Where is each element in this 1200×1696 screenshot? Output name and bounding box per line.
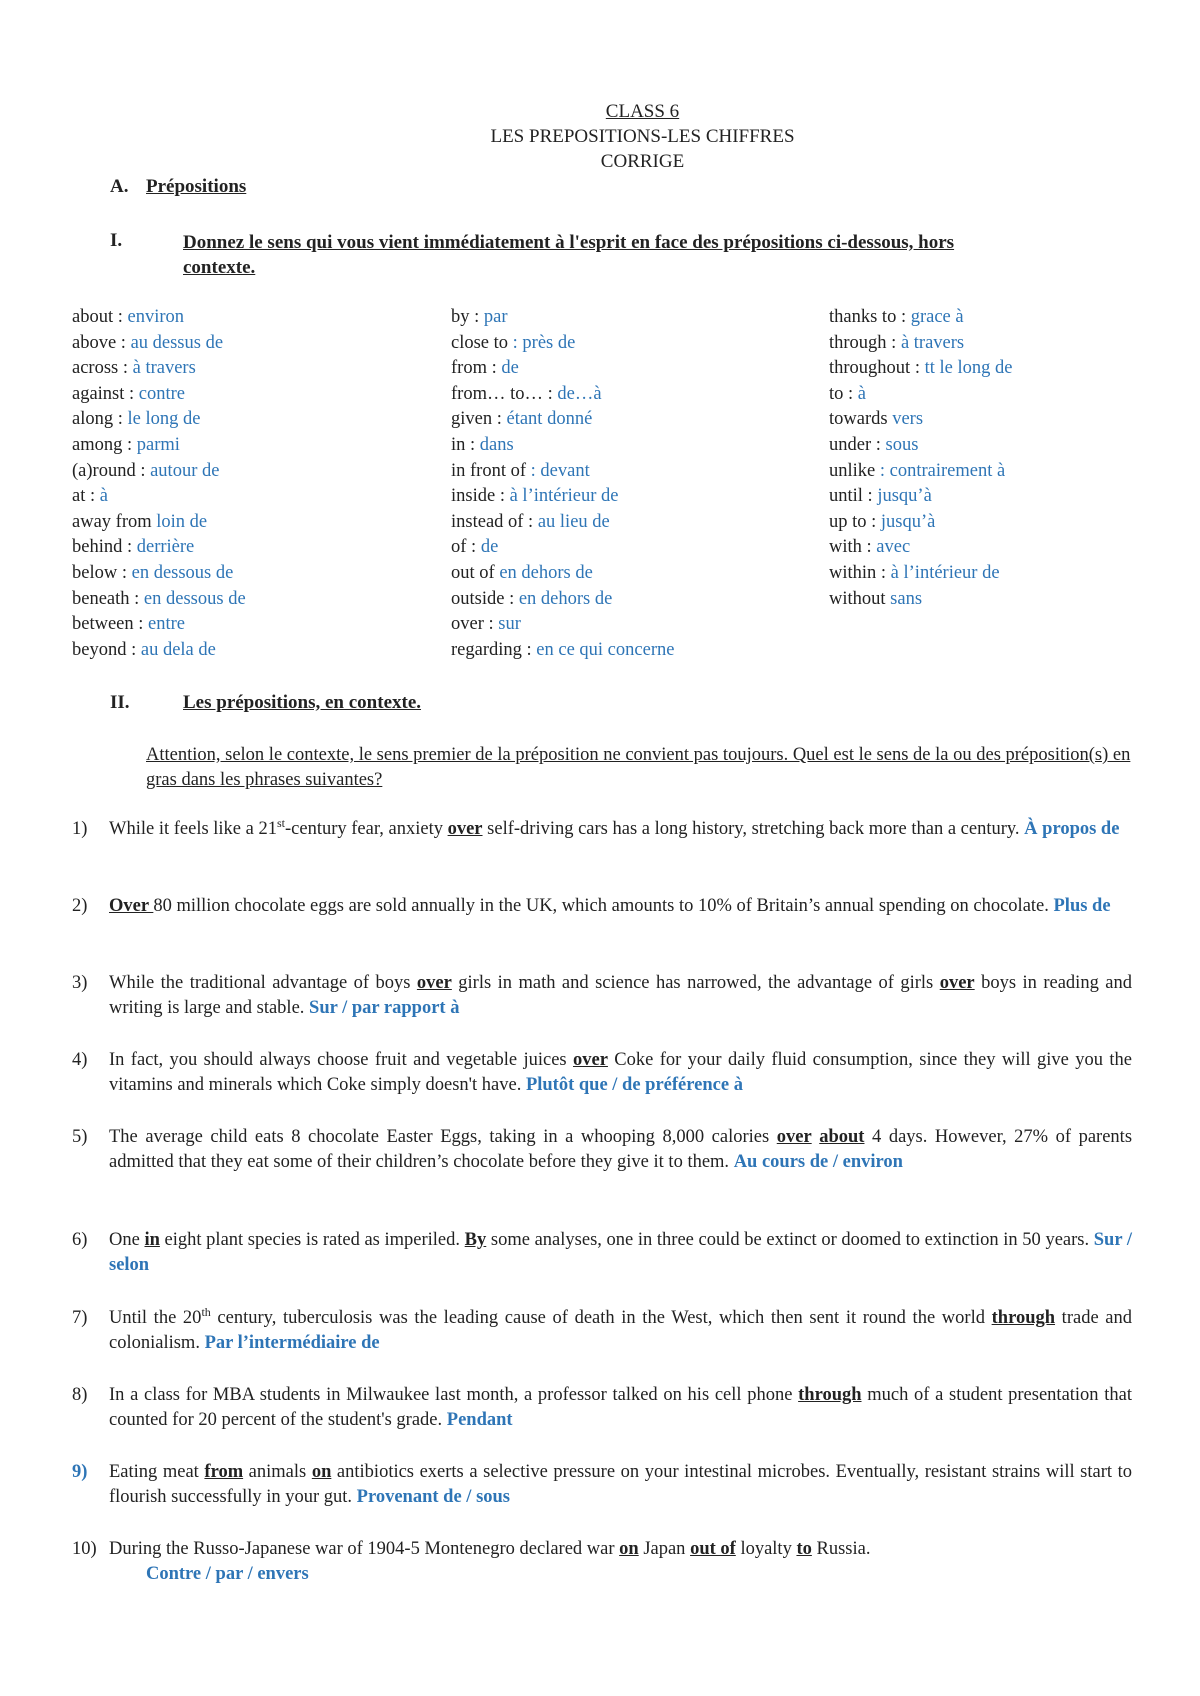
preposition-term: from : <box>451 358 502 379</box>
preposition-entry <box>451 587 674 613</box>
preposition-term: at : <box>72 486 100 507</box>
preposition-term: up to : <box>829 511 881 532</box>
question-number: 1) <box>72 819 88 839</box>
question-number: 10) <box>72 1539 97 1559</box>
preposition-term: under : <box>829 434 886 455</box>
preposition-term: among : <box>72 434 137 455</box>
preposition-entry <box>451 510 674 536</box>
preposition-term: outside : <box>451 588 519 609</box>
preposition-translation: avec <box>876 537 911 558</box>
preposition-entry <box>72 561 246 587</box>
question-text: boys in reading and writing is large and stable. <box>109 973 1132 1018</box>
question-9 <box>72 1460 1132 1510</box>
question-number: 9) <box>72 1462 88 1482</box>
preposition-translation: en dehors de <box>518 588 613 609</box>
preposition-translation: sous <box>885 434 919 455</box>
preposition-translation: de <box>501 358 519 379</box>
preposition-entry <box>72 484 246 510</box>
preposition-term: through : <box>829 332 901 353</box>
preposition-entry <box>451 356 674 382</box>
preposition-term: behind : <box>72 537 137 558</box>
preposition-entry <box>72 382 246 408</box>
question-text: eight plant species is rated as imperiled. <box>159 1230 465 1250</box>
preposition-term: in front of <box>451 460 531 481</box>
preposition-entry <box>451 459 674 485</box>
bold-preposition: over <box>447 819 483 839</box>
preposition-translation: : près de <box>512 332 576 353</box>
question-number: 7) <box>72 1308 88 1328</box>
preposition-term: over : <box>451 614 499 635</box>
document-subtitle: CORRIGE <box>600 151 685 172</box>
preposition-term: inside : <box>451 486 510 507</box>
question-8 <box>72 1383 1132 1433</box>
question-5 <box>72 1125 1132 1175</box>
preposition-translation: : devant <box>530 460 590 481</box>
bold-preposition: on <box>619 1539 639 1559</box>
preposition-term: until : <box>829 486 878 507</box>
preposition-term: from… to… : <box>451 383 558 404</box>
preposition-translation: loin de <box>156 511 208 532</box>
question-text: self-driving cars has a long history, stretching back more than a century. <box>482 819 1025 839</box>
preposition-entry <box>829 433 1012 459</box>
answer: Provenant de / sous <box>356 1487 511 1507</box>
preposition-entry <box>72 459 246 485</box>
preposition-entry <box>451 638 674 664</box>
answer: Sur / selon <box>109 1230 1132 1275</box>
preposition-term: throughout : <box>829 358 925 379</box>
question-text: Russia. <box>811 1539 871 1559</box>
part-i-instruction <box>183 230 1103 280</box>
preposition-term: out of <box>451 562 500 583</box>
question-text: loyalty <box>735 1539 797 1559</box>
preposition-translation: grace à <box>910 307 964 327</box>
question-text: While it feels like a 21 <box>109 819 277 839</box>
preposition-entry <box>829 535 1012 561</box>
preposition-translation: dans <box>479 434 514 455</box>
preposition-translation: au lieu de <box>537 511 610 532</box>
preposition-term: above : <box>72 332 131 353</box>
preposition-translation: au dela de <box>140 639 216 660</box>
preposition-term: without <box>829 588 891 609</box>
preposition-translation: étant donné <box>506 409 593 430</box>
question-text: Coke for your daily fluid consumption, since they will give you the vitamins and minerals which Coke simply doesn't have. <box>109 1050 1132 1095</box>
preposition-term: away from <box>72 511 157 532</box>
bold-preposition: on <box>311 1462 332 1482</box>
answer: Plus de <box>1053 896 1111 916</box>
part-i-instruction-line1: Donnez le sens qui vous vient immédiatement à l'esprit en face des prépositions ci-dessous, hors <box>183 232 955 253</box>
preposition-term: against : <box>72 383 139 404</box>
bold-preposition: through <box>991 1308 1056 1328</box>
preposition-entry <box>72 535 246 561</box>
preposition-entry <box>829 587 1012 613</box>
preposition-translation: contre <box>138 383 186 404</box>
bold-preposition: Over <box>109 896 154 916</box>
question-number: 3) <box>72 973 88 993</box>
preposition-translation: vers <box>892 409 924 430</box>
preposition-entry <box>451 612 674 638</box>
preposition-translation: à l’intérieur de <box>890 562 1000 583</box>
prepositions-column-2 <box>451 305 674 663</box>
preposition-term: in : <box>451 434 480 455</box>
bold-preposition: over <box>572 1050 608 1070</box>
preposition-term: between : <box>72 614 149 635</box>
document-title: LES PREPOSITIONS-LES CHIFFRES <box>490 126 795 147</box>
answer: Au cours de / environ <box>733 1152 903 1172</box>
preposition-translation: : contrairement à <box>879 460 1006 481</box>
preposition-term: close to <box>451 332 513 353</box>
preposition-translation: jusqu’à <box>877 486 932 507</box>
preposition-translation: le long de <box>127 409 201 430</box>
preposition-term: within : <box>829 562 891 583</box>
preposition-entry <box>72 638 246 664</box>
bold-preposition: out of <box>690 1539 736 1559</box>
preposition-translation: sur <box>498 614 521 635</box>
preposition-term: of : <box>451 537 481 558</box>
preposition-entry <box>72 407 246 433</box>
preposition-translation: derrière <box>136 537 195 558</box>
preposition-term: towards <box>829 409 893 430</box>
preposition-translation: à <box>857 383 866 404</box>
question-text: some analyses, one in three could be extinct or doomed to extinction in 50 years. <box>486 1230 1094 1250</box>
question-text: animals <box>243 1462 312 1482</box>
question-7 <box>72 1306 1132 1356</box>
preposition-term: unlike <box>829 460 880 481</box>
superscript: st <box>276 815 285 830</box>
answer: À propos de <box>1024 819 1120 839</box>
part-i-instruction-line2: contexte. <box>183 257 256 278</box>
question-number: 8) <box>72 1385 88 1405</box>
question-text: In a class for MBA students in Milwaukee last month, a professor talked on his cell phone <box>109 1385 799 1405</box>
question-4 <box>72 1048 1132 1098</box>
preposition-entry <box>829 382 1012 408</box>
preposition-entry <box>451 331 674 357</box>
preposition-term: thanks to : <box>829 307 911 327</box>
prepositions-column-1 <box>72 305 246 663</box>
question-10 <box>72 1537 1132 1587</box>
preposition-translation: jusqu’à <box>880 511 936 532</box>
preposition-entry <box>72 587 246 613</box>
preposition-term: regarding : <box>451 639 537 660</box>
question-number: 4) <box>72 1050 88 1070</box>
question-2 <box>72 894 1132 919</box>
preposition-translation: à l’intérieur de <box>509 486 619 507</box>
preposition-translation: en dessous de <box>143 588 246 609</box>
preposition-term: about : <box>72 307 128 327</box>
preposition-term: beneath : <box>72 588 144 609</box>
preposition-translation: à <box>99 486 108 507</box>
preposition-term: across : <box>72 358 133 379</box>
section-a-letter: A. <box>110 176 129 197</box>
preposition-translation: entre <box>148 614 186 635</box>
part-ii-number: II. <box>110 692 130 713</box>
preposition-entry <box>451 305 674 331</box>
preposition-translation: de…à <box>557 383 602 404</box>
answer: Contre / par / envers <box>146 1564 309 1584</box>
section-a-title: Prépositions <box>146 176 247 197</box>
question-text: Eating meat <box>109 1462 205 1482</box>
question-number: 2) <box>72 896 88 916</box>
preposition-entry <box>72 510 246 536</box>
bold-preposition: through <box>798 1385 862 1405</box>
answer: Plutôt que / de préférence à <box>525 1075 743 1095</box>
preposition-entry <box>829 484 1012 510</box>
preposition-entry <box>72 356 246 382</box>
bold-preposition: to <box>796 1539 812 1559</box>
question-text: During the Russo-Japanese war of 1904-5 Montenegro declared war <box>109 1539 620 1559</box>
question-text: girls in math and science has narrowed, the advantage of girls <box>451 973 940 993</box>
answer: Pendant <box>446 1410 513 1430</box>
preposition-translation: par <box>483 307 508 327</box>
preposition-translation: autour de <box>150 460 220 481</box>
preposition-entry <box>451 484 674 510</box>
preposition-translation: parmi <box>136 434 180 455</box>
class-title <box>0 99 1200 125</box>
part-ii-title: Les prépositions, en contexte. <box>183 692 422 713</box>
preposition-entry <box>72 331 246 357</box>
preposition-entry <box>451 433 674 459</box>
preposition-translation: à travers <box>132 358 196 379</box>
question-text: While the traditional advantage of boys <box>109 973 417 993</box>
bold-preposition: By <box>464 1230 487 1250</box>
question-text: trade and colonialism. <box>109 1308 1133 1353</box>
superscript: th <box>201 1304 211 1319</box>
prepositions-column-3 <box>829 305 1012 612</box>
preposition-entry <box>829 305 1012 331</box>
bold-preposition: about <box>819 1127 865 1147</box>
question-6 <box>72 1228 1132 1278</box>
preposition-translation: au dessus de <box>130 332 224 353</box>
part-ii-note: Attention, selon le contexte, le sens premier de la préposition ne convient pas toujours. Quel est le sens de la ou des préposition(s) en gras dans les phrases suivantes? <box>146 745 1131 790</box>
preposition-term: to : <box>829 383 858 404</box>
preposition-entry <box>451 382 674 408</box>
preposition-entry <box>829 356 1012 382</box>
preposition-entry <box>72 612 246 638</box>
preposition-term: along : <box>72 409 128 430</box>
part-i-number: I. <box>110 230 123 251</box>
question-number: 5) <box>72 1127 88 1147</box>
preposition-entry <box>72 433 246 459</box>
preposition-term: with : <box>829 537 877 558</box>
bold-preposition: in <box>144 1230 160 1250</box>
question-text: antibiotics exerts a selective pressure on your intestinal microbes. Eventually, resistant strains will start to flourish successfully in your gut. <box>109 1462 1133 1507</box>
preposition-entry <box>829 407 1012 433</box>
question-1 <box>72 817 1132 842</box>
preposition-entry <box>451 561 674 587</box>
question-text: In fact, you should always choose fruit and vegetable juices <box>109 1050 573 1070</box>
question-text: 80 million chocolate eggs are sold annually in the UK, which amounts to 10% of Britain’s annual spending on chocolate. <box>153 896 1054 916</box>
preposition-term: (a)round : <box>72 460 151 481</box>
question-number: 6) <box>72 1230 88 1250</box>
preposition-term: instead of : <box>451 511 538 532</box>
preposition-term: below : <box>72 562 132 583</box>
bold-preposition: from <box>204 1462 244 1482</box>
preposition-entry <box>451 535 674 561</box>
preposition-term: beyond : <box>72 639 141 660</box>
preposition-entry <box>829 459 1012 485</box>
preposition-translation: en dessous de <box>131 562 234 583</box>
preposition-entry <box>829 331 1012 357</box>
bold-preposition: over <box>416 973 452 993</box>
preposition-translation: environ <box>127 307 185 327</box>
bold-preposition: over <box>939 973 975 993</box>
preposition-translation: tt le long de <box>924 358 1013 379</box>
question-text: One <box>109 1230 145 1250</box>
preposition-translation: de <box>480 537 499 558</box>
question-text: -century fear, anxiety <box>285 819 448 839</box>
question-text: Japan <box>638 1539 691 1559</box>
preposition-term: by : <box>451 307 484 327</box>
preposition-translation: en ce qui concerne <box>536 639 675 660</box>
question-text: Until the 20 <box>109 1308 202 1328</box>
question-text: much of a student presentation that counted for 20 percent of the student's grade. <box>109 1385 1132 1430</box>
answer: Par l’intermédiaire de <box>204 1333 380 1353</box>
class-number: CLASS 6 <box>605 101 680 122</box>
preposition-entry <box>829 510 1012 536</box>
question-3 <box>72 971 1132 1021</box>
question-text: 4 days. However, 27% of parents admitted that they eat some of their children’s chocolate before they give it to them. <box>109 1127 1133 1172</box>
preposition-translation: sans <box>890 588 923 609</box>
preposition-term: given : <box>451 409 507 430</box>
bold-preposition: over <box>776 1127 812 1147</box>
answer: Sur / par rapport à <box>309 998 460 1018</box>
preposition-entry <box>829 561 1012 587</box>
preposition-translation: en dehors de <box>499 562 593 583</box>
preposition-entry <box>72 305 246 331</box>
preposition-entry <box>451 407 674 433</box>
preposition-translation: à travers <box>900 332 965 353</box>
question-text: century, tuberculosis was the leading cause of death in the West, which then sent it round the world <box>210 1308 992 1328</box>
question-text: The average child eats 8 chocolate Easter Eggs, taking in a whooping 8,000 calories <box>109 1127 777 1147</box>
